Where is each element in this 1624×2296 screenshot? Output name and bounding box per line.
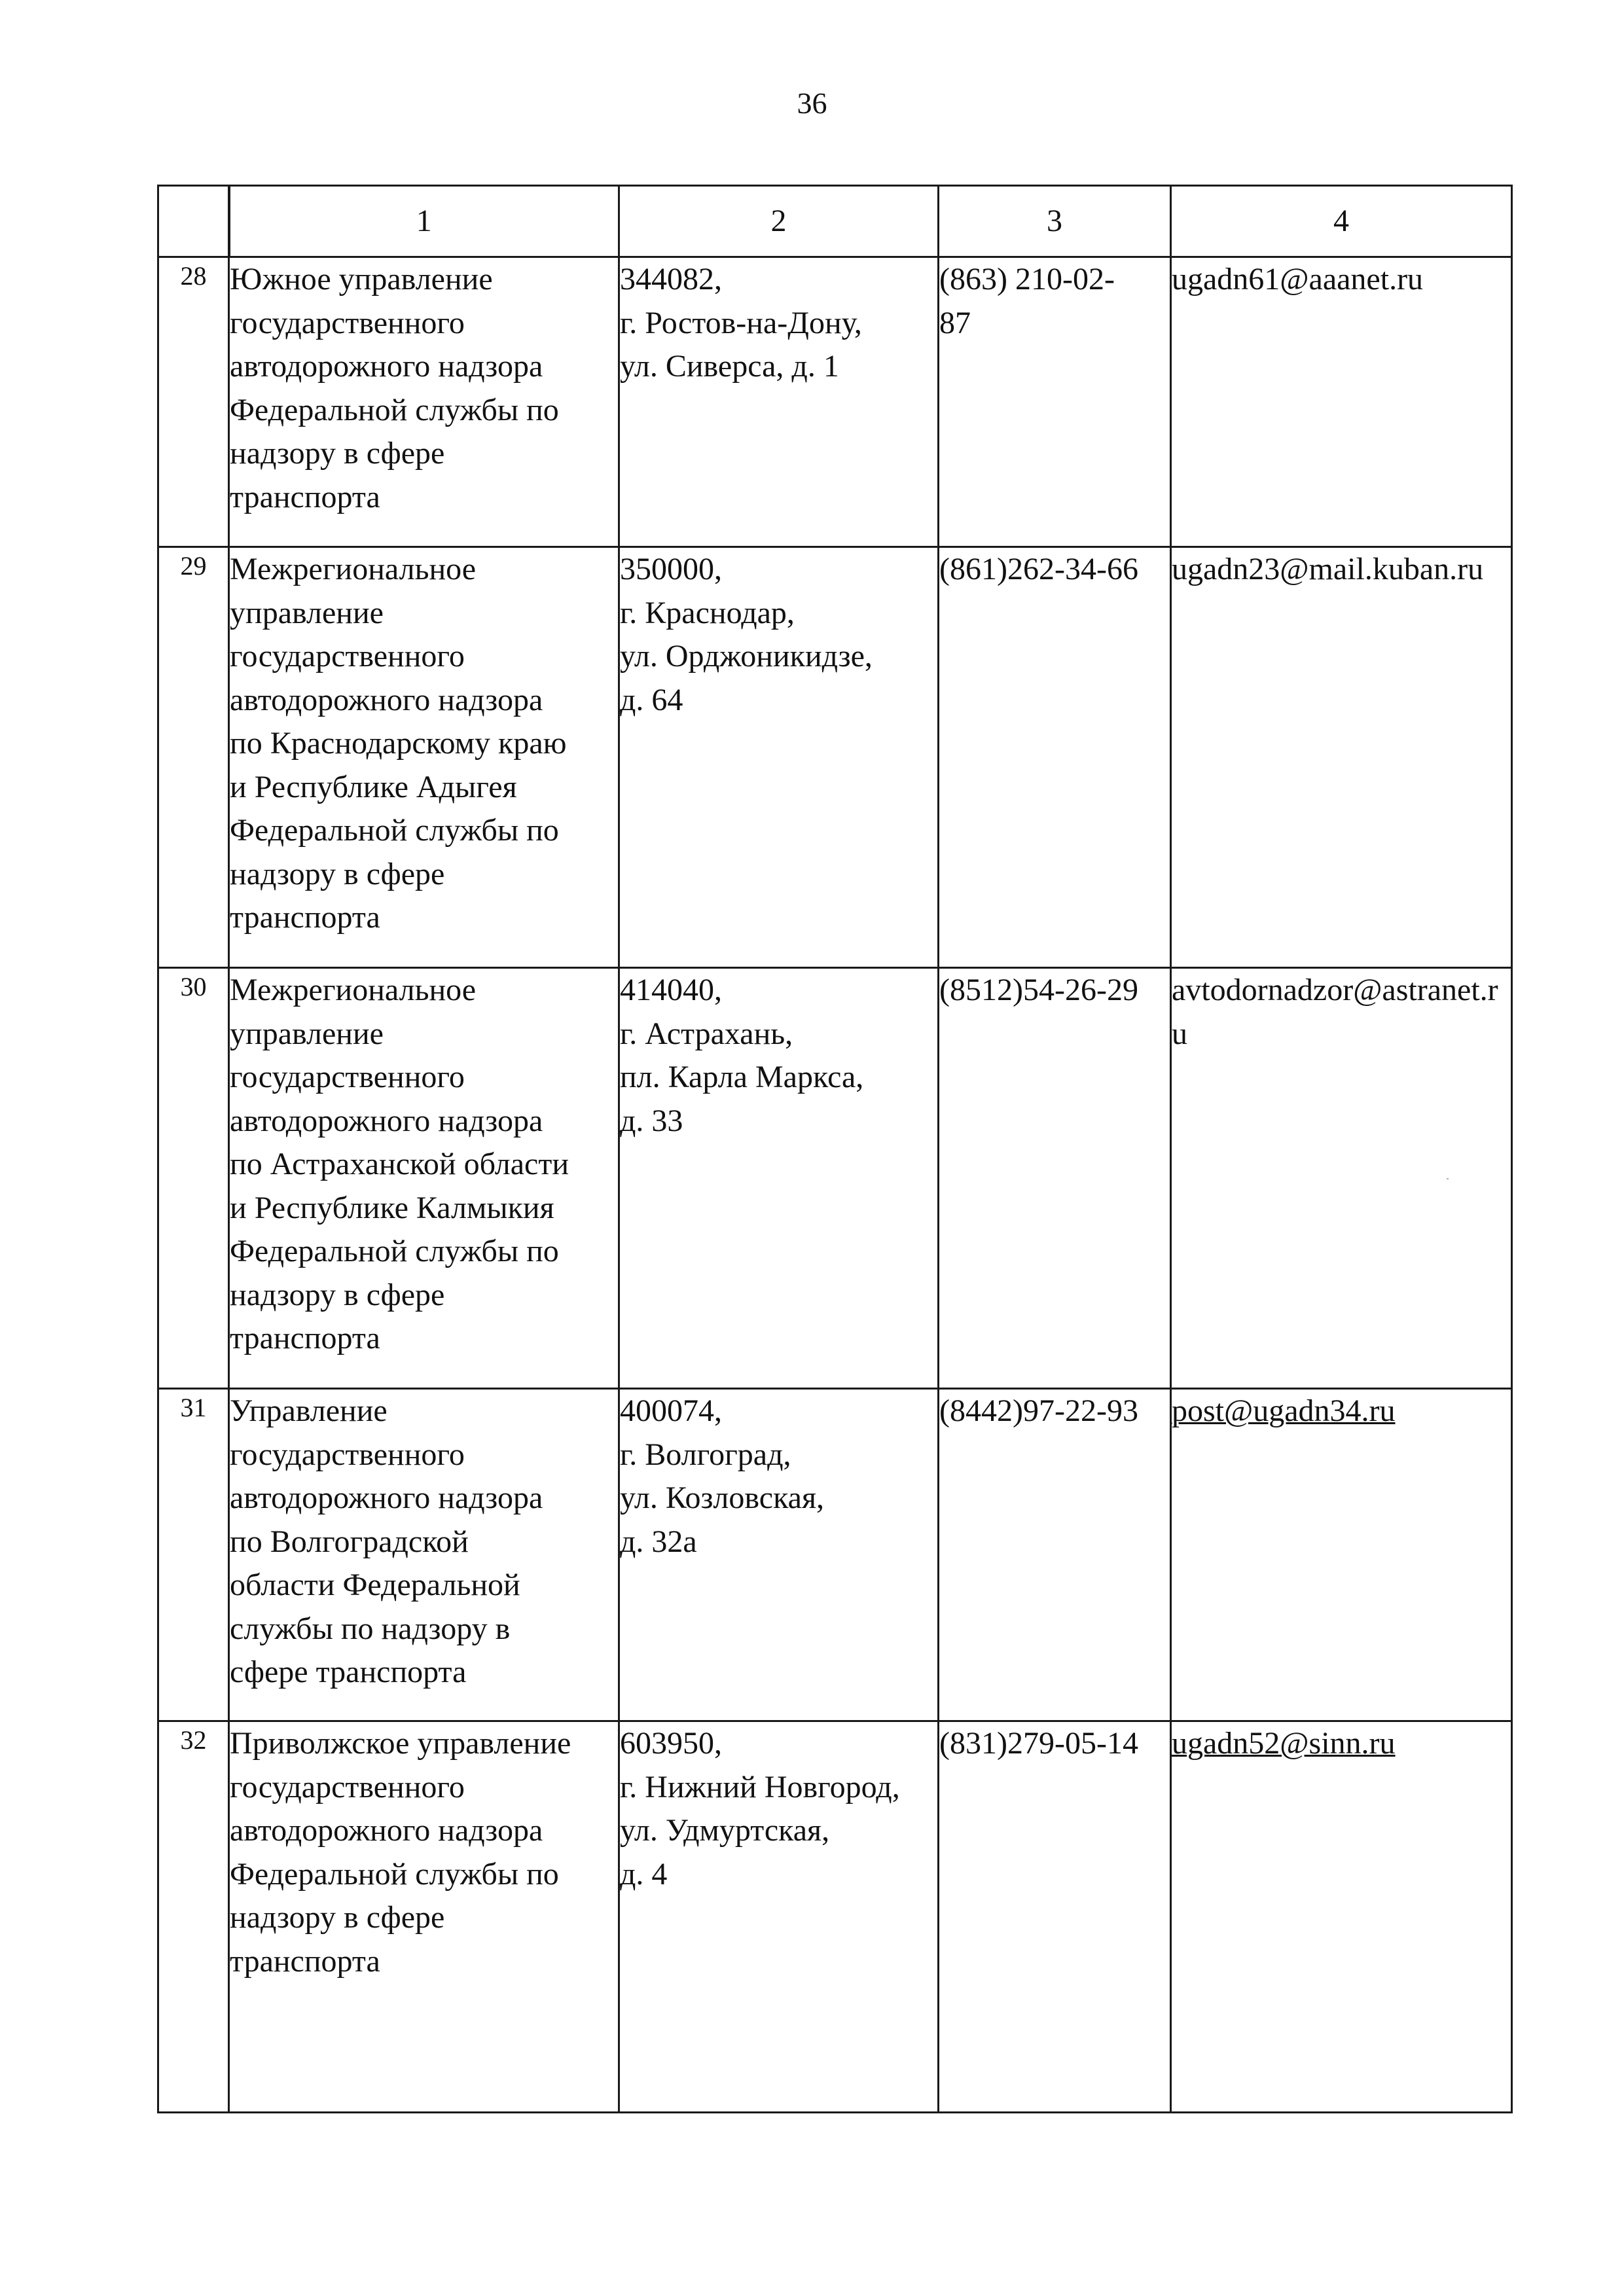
address-cell [619, 1721, 939, 2113]
email-link[interactable]: ugadn52@sinn.ru [1172, 1726, 1396, 1761]
address-line: 350000, [620, 552, 722, 586]
authority-name-line: транспорта [230, 479, 380, 514]
address-line: д. 33 [620, 1103, 683, 1138]
row-number: 30 [158, 968, 229, 1389]
email-cell [1171, 547, 1512, 968]
header-cell-3: 3 [939, 186, 1171, 257]
address-line: г. Ростов-на-Дону, [620, 305, 862, 340]
row-number: 28 [158, 257, 229, 547]
authority-name-line: сфере транспорта [230, 1655, 467, 1689]
table-row [158, 1721, 1512, 2113]
email-cell [1171, 1389, 1512, 1721]
authority-name-line: надзору в сфере [230, 856, 445, 891]
authority-name-line: Приволжское управление [230, 1726, 571, 1761]
authority-name-line: надзору в сфере [230, 1900, 445, 1935]
address-line: ул. Орджоникидзе, [620, 639, 873, 673]
address-line: ул. Сиверса, д. 1 [620, 349, 839, 384]
address-cell [619, 257, 939, 547]
table-row [158, 968, 1512, 1389]
email-cell [1171, 1721, 1512, 2113]
authority-name-line: автодорожного надзора [230, 1480, 543, 1515]
authority-name-cell [229, 1389, 619, 1721]
authority-name-line: надзору в сфере [230, 1277, 445, 1312]
authority-name-line: государственного [230, 1437, 465, 1472]
authority-name-line: Федеральной службы по [230, 813, 559, 848]
authority-name-line: автодорожного надзора [230, 349, 543, 384]
address-line: ул. Козловская, [620, 1480, 825, 1515]
authority-name-line: управление [230, 1016, 384, 1051]
address-line: г. Астрахань, [620, 1016, 793, 1051]
authority-name-line: управление [230, 595, 384, 630]
authority-name-line: Межрегиональное [230, 973, 477, 1007]
authority-name-line: Межрегиональное [230, 552, 477, 586]
header-cell-2: 2 [619, 186, 939, 257]
phone-cell: (8512)54-26-29 [939, 968, 1171, 1389]
authority-name-line: государственного [230, 1769, 465, 1804]
phone-cell: (861)262-34-66 [939, 547, 1171, 968]
address-cell [619, 1389, 939, 1721]
authority-name-line: Федеральной службы по [230, 392, 559, 427]
email-text: ugadn23@mail.kuban.ru [1172, 552, 1484, 586]
header-cell-1: 1 [229, 186, 619, 257]
authority-name-cell [229, 257, 619, 547]
authority-name-line: государственного [230, 1060, 465, 1094]
row-number: 29 [158, 547, 229, 968]
row-number: 32 [158, 1721, 229, 2113]
address-line: д. 32а [620, 1524, 697, 1559]
authority-name-line: по Краснодарскому краю [230, 726, 567, 761]
authority-name-line: Федеральной службы по [230, 1234, 559, 1268]
authority-name-cell [229, 547, 619, 968]
page-number: 36 [797, 86, 827, 120]
authority-name-line: области Федеральной [230, 1568, 520, 1602]
address-line: ул. Удмуртская, [620, 1813, 830, 1848]
header-cell-4: 4 [1171, 186, 1512, 257]
authority-name-line: автодорожного надзора [230, 1103, 543, 1138]
authority-name-line: по Астраханской области [230, 1147, 569, 1181]
address-cell [619, 547, 939, 968]
address-line: г. Краснодар, [620, 595, 795, 630]
email-cell [1171, 968, 1512, 1389]
authority-name-cell [229, 968, 619, 1389]
address-line: пл. Карла Маркса, [620, 1060, 864, 1094]
email-cell [1171, 257, 1512, 547]
table-row [158, 257, 1512, 547]
table-row [158, 547, 1512, 968]
row-number: 31 [158, 1389, 229, 1721]
table-header-row [158, 186, 1512, 257]
authority-name-line: транспорта [230, 900, 380, 935]
authority-name-line: Федеральной службы по [230, 1856, 559, 1892]
authority-name-line: Управление [230, 1393, 388, 1428]
authority-name-line: Южное управление [230, 262, 493, 296]
authority-name-line: государственного [230, 639, 465, 673]
address-line: г. Волгоград, [620, 1437, 791, 1472]
address-line: 344082, [620, 262, 722, 296]
phone-cell: (831)279-05-14 [939, 1721, 1171, 2113]
authority-name-line: транспорта [230, 1321, 380, 1355]
authority-name-line: автодорожного надзора [230, 1813, 543, 1848]
authority-name-line: и Республике Адыгея [230, 769, 517, 804]
authority-name-line: надзору в сфере [230, 436, 445, 471]
email-text: avtodornadzor@astranet.ru [1172, 973, 1498, 1051]
authority-name-line: транспорта [230, 1943, 380, 1979]
authority-name-line: службы по надзору в [230, 1611, 511, 1646]
authorities-table [157, 185, 1513, 2113]
scan-speck [1447, 1178, 1449, 1179]
authority-name-line: автодорожного надзора [230, 682, 543, 717]
email-link[interactable]: post@ugadn34.ru [1172, 1393, 1396, 1428]
authority-name-line: государственного [230, 305, 465, 340]
table-row [158, 1389, 1512, 1721]
authority-name-cell [229, 1721, 619, 2113]
phone-cell: (8442)97-22-93 [939, 1389, 1171, 1721]
address-line: д. 64 [620, 682, 683, 717]
address-line: 414040, [620, 973, 722, 1007]
address-line: д. 4 [620, 1856, 668, 1892]
email-text: ugadn61@aaanet.ru [1172, 262, 1424, 296]
address-cell [619, 968, 939, 1389]
address-line: г. Нижний Новгород, [620, 1769, 900, 1804]
authority-name-line: и Республике Калмыкия [230, 1190, 554, 1225]
phone-cell: (863) 210-02- 87 [939, 257, 1171, 547]
authority-name-line: по Волгоградской [230, 1524, 469, 1559]
address-line: 400074, [620, 1393, 722, 1428]
header-cell-number [158, 186, 229, 257]
address-line: 603950, [620, 1726, 722, 1761]
